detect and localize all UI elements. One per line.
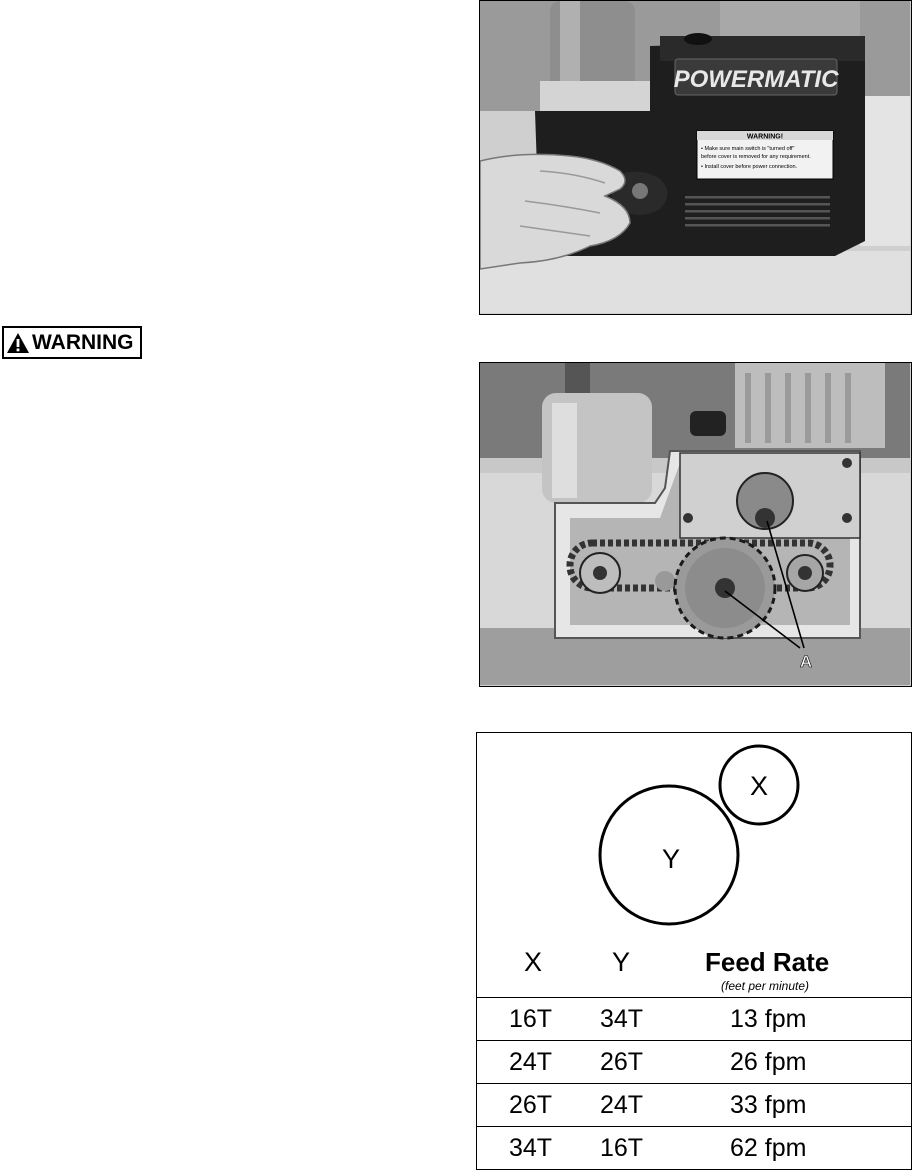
sticker-line-1: • Make sure main switch is "turned off" xyxy=(701,146,795,152)
warning-triangle-icon xyxy=(6,332,30,354)
cell-y: 34T xyxy=(600,1005,644,1033)
table-row xyxy=(477,997,911,1039)
warning-badge xyxy=(2,326,142,359)
photo-gearbox-open xyxy=(479,362,912,687)
table-row xyxy=(477,1126,911,1168)
header-x: X xyxy=(524,947,543,977)
table-row xyxy=(477,1083,911,1125)
sticker-line-3: • Install cover before power connection. xyxy=(701,164,798,170)
small-gear-label: X xyxy=(749,771,769,801)
cell-y: 24T xyxy=(600,1091,644,1119)
gear-configuration-panel xyxy=(476,732,912,1170)
cell-rate: 13 fpm xyxy=(730,1005,807,1033)
cell-x: 24T xyxy=(509,1048,553,1076)
photo-gearbox-cover xyxy=(479,0,912,315)
table-row xyxy=(477,1040,911,1082)
cell-rate: 26 fpm xyxy=(730,1048,807,1076)
header-y: Y xyxy=(612,947,631,977)
header-feed-rate-unit: (feet per minute) xyxy=(721,979,810,993)
cell-x: 26T xyxy=(509,1091,553,1119)
cell-x: 34T xyxy=(509,1134,553,1162)
gear-diagram xyxy=(477,733,911,933)
cell-rate: 33 fpm xyxy=(730,1091,807,1119)
header-feed-rate: Feed Rate xyxy=(705,947,830,977)
sticker-title: WARNING! xyxy=(746,133,784,141)
brand-text: POWERMATIC xyxy=(673,66,839,93)
callout-a: A xyxy=(799,652,813,671)
sticker-line-2: before cover is removed for any requirement. xyxy=(701,154,811,160)
cell-x: 16T xyxy=(509,1005,553,1033)
cell-y: 26T xyxy=(600,1048,644,1076)
cell-y: 16T xyxy=(600,1134,644,1162)
large-gear-label: Y xyxy=(661,844,681,874)
cell-rate: 62 fpm xyxy=(730,1134,807,1162)
warning-label: WARNING xyxy=(32,330,134,354)
